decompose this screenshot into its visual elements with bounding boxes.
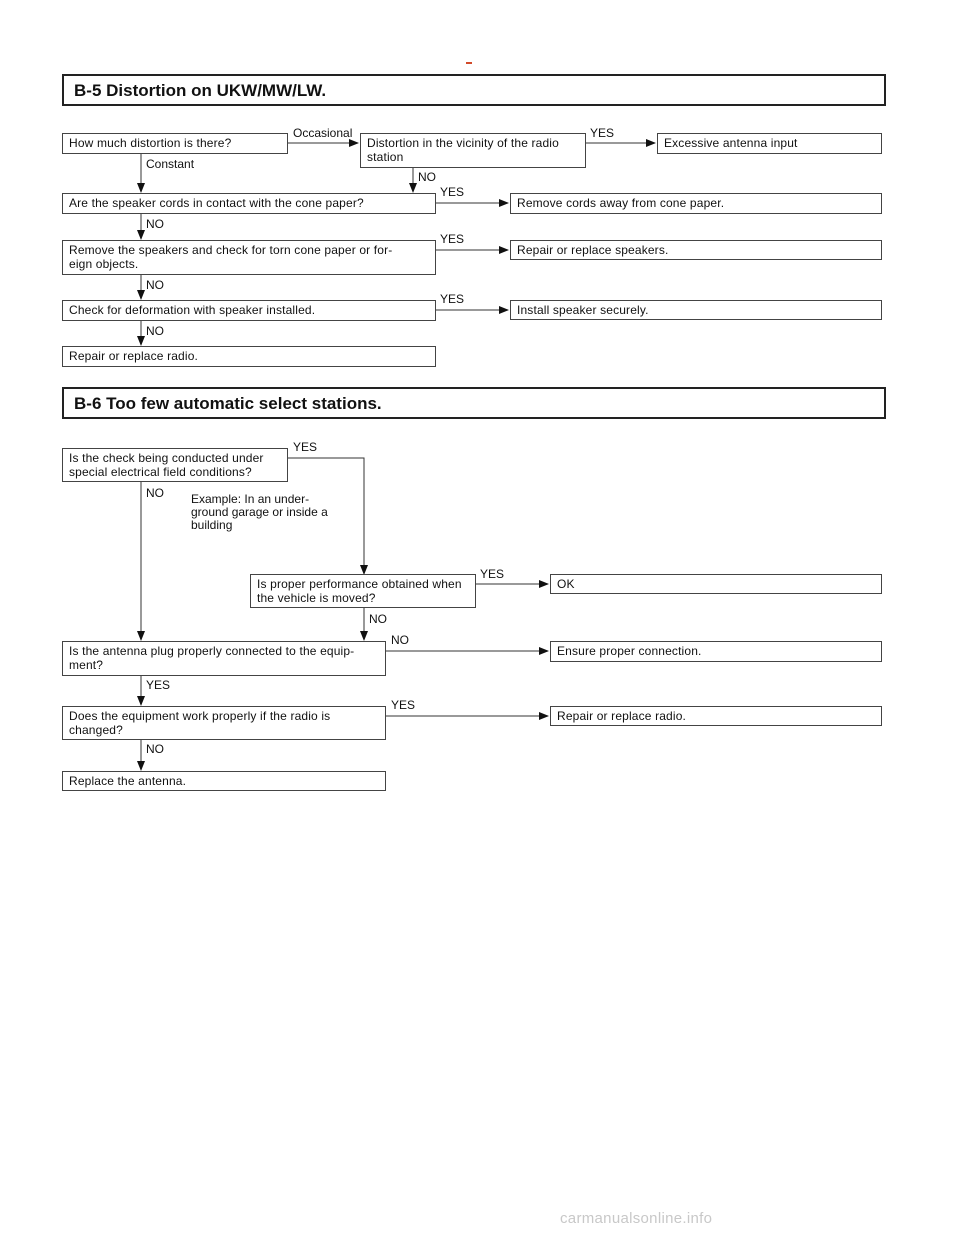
b5-label-q2-no: NO [146, 217, 164, 231]
b6-result-ok: OK [550, 574, 882, 594]
b6-label-q4-yes: YES [391, 698, 416, 712]
b6-label-q3-yes: YES [146, 678, 171, 692]
section-header-b5: B-5 Distortion on UKW/MW/LW. [62, 74, 886, 106]
b5-box-vicinity-of-station: Distortion in the vicinity of the radio station [360, 133, 586, 168]
b5-label-q4-yes: YES [440, 292, 465, 306]
b5-result-repair-speakers: Repair or replace speakers. [510, 240, 882, 260]
b5-label-vicinity-no: NO [418, 170, 436, 184]
b5-result-remove-cords: Remove cords away from cone paper. [510, 193, 882, 214]
watermark-text: carmanualsonline.info [560, 1210, 713, 1227]
b6-example-note: Example: In an under- ground garage or inside a building [191, 492, 328, 532]
b5-label-q4-no: NO [146, 324, 164, 338]
b6-label-q1-no: NO [146, 486, 164, 500]
b5-label-vicinity-yes: YES [590, 126, 615, 140]
b6-label-q3-no: NO [391, 633, 409, 647]
b6-result-repair-radio: Repair or replace radio. [550, 706, 882, 726]
b5-label-constant: Constant [146, 157, 195, 171]
b6-result-replace-antenna: Replace the antenna. [62, 771, 386, 791]
section-header-b6: B-6 Too few automatic select stations. [62, 387, 886, 419]
b6-question-radio-changed: Does the equipment work properly if the radio is changed? [62, 706, 386, 740]
b6-question-vehicle-moved: Is proper performance obtained when the vehicle is moved? [250, 574, 476, 608]
b6-label-q4-no: NO [146, 742, 164, 756]
b5-label-occasional: Occasional [293, 126, 353, 140]
b5-result-install-speaker: Install speaker securely. [510, 300, 882, 320]
b6-label-q2-no: NO [369, 612, 387, 626]
b6-question-special-field: Is the check being conducted under special electrical field conditions? [62, 448, 288, 482]
b6-label-q1-yes: YES [293, 440, 318, 454]
b5-question-torn-cone-paper: Remove the speakers and check for torn cone paper or for- eign objects. [62, 240, 436, 275]
b5-result-repair-radio: Repair or replace radio. [62, 346, 436, 367]
b5-label-q3-yes: YES [440, 232, 465, 246]
b5-label-q3-no: NO [146, 278, 164, 292]
b5-result-excessive-antenna-input: Excessive antenna input [657, 133, 882, 154]
b5-question-speaker-cords: Are the speaker cords in contact with the cone paper? [62, 193, 436, 214]
b6-label-q2-yes: YES [480, 567, 505, 581]
b5-label-q2-yes: YES [440, 185, 465, 199]
b5-question-deformation: Check for deformation with speaker installed. [62, 300, 436, 321]
b6-result-ensure-connection: Ensure proper connection. [550, 641, 882, 662]
b6-question-antenna-plug: Is the antenna plug properly connected to the equip- ment? [62, 641, 386, 676]
b5-question-distortion-amount: How much distortion is there? [62, 133, 288, 154]
